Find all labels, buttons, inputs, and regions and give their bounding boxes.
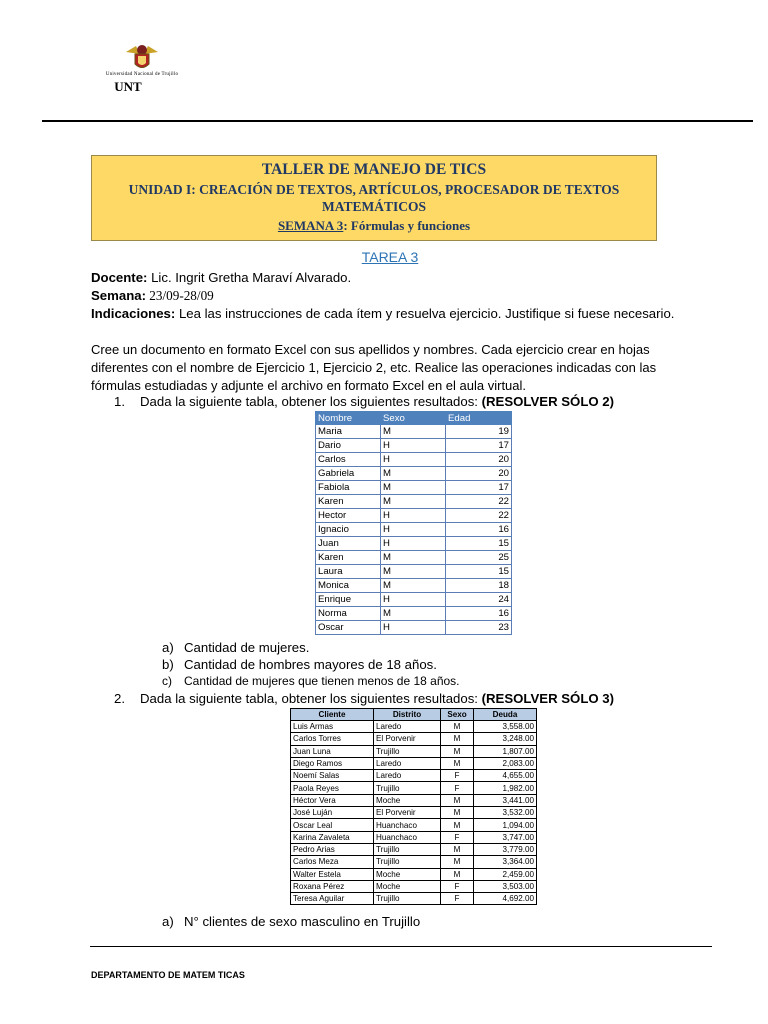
name-cell: Juan [316,537,381,551]
debt-cell: 4,655.00 [474,770,537,782]
district-cell: Trujillo [374,782,441,794]
client-cell: Walter Estela [291,868,374,880]
name-cell: Karen [316,551,381,565]
table-row [316,621,512,635]
footer-department: DEPARTAMENTO DE MATEM TICAS [91,970,245,980]
district-cell: Huanchaco [374,831,441,843]
sex-cell: H [381,509,446,523]
age-cell: 24 [446,593,512,607]
client-cell: Héctor Vera [291,794,374,806]
unit-title: UNIDAD I: CREACIÓN DE TEXTOS, ARTÍCULOS, PROCESADOR DE TEXTOS MATEMÁTICOS [128,182,620,214]
sex-cell: M [441,757,474,769]
sex-cell: M [441,794,474,806]
age-cell: 20 [446,467,512,481]
sex-cell: F [441,880,474,892]
name-cell: Karen [316,495,381,509]
name-cell: Carlos [316,453,381,467]
semana-value: 23/09-28/09 [145,288,214,303]
ages-table [315,411,512,635]
district-cell: El Porvenir [374,807,441,819]
university-logo [90,42,200,94]
name-cell: Norma [316,607,381,621]
client-cell: Pedro Arias [291,843,374,855]
week-topic: : Fórmulas y funciones [343,218,471,233]
sex-cell: F [441,831,474,843]
exercise-1-item-b [162,657,437,672]
client-cell: Carlos Torres [291,733,374,745]
instructions-paragraph: Cree un documento en formato Excel con sus apellidos y nombres. Cada ejercicio crear en hojas diferentes con el nombre de Ejercicio 1, Ejercicio 2, etc. Realice las operaciones indicadas con las fórmulas estudiadas y adjunte el archivo en formato Excel en el aula virtual. [91,342,657,393]
university-crest-icon [122,42,162,72]
item-label: a) [162,914,174,929]
exercise-2-heading [114,691,614,706]
sex-cell: M [381,495,446,509]
debt-cell: 3,747.00 [474,831,537,843]
name-cell: Hector [316,509,381,523]
sex-cell: M [381,607,446,621]
district-cell: Laredo [374,757,441,769]
table-row [316,593,512,607]
age-cell: 15 [446,565,512,579]
table-row [291,721,537,733]
exercise-1-item-c [162,674,460,688]
exercise-2-note: (RESOLVER SÓLO 3) [481,691,615,706]
column-header: Cliente [291,709,374,721]
debt-cell: 3,441.00 [474,794,537,806]
table-row [291,770,537,782]
debt-cell: 2,083.00 [474,757,537,769]
debt-cell: 1,982.00 [474,782,537,794]
sex-cell: M [381,467,446,481]
column-header: Sexo [441,709,474,721]
sex-cell: H [381,537,446,551]
name-cell: Monica [316,579,381,593]
table-row [291,893,537,905]
debt-cell: 1,807.00 [474,745,537,757]
item-label: b) [162,657,174,672]
name-cell: Ignacio [316,523,381,537]
age-cell: 18 [446,579,512,593]
age-cell: 15 [446,537,512,551]
sex-cell: M [441,819,474,831]
district-cell: Laredo [374,770,441,782]
debt-cell: 3,503.00 [474,880,537,892]
table-row [291,807,537,819]
client-cell: Teresa Aguilar [291,893,374,905]
sex-cell: H [381,593,446,607]
client-cell: Luis Armas [291,721,374,733]
exercise-2-item-a [162,914,420,929]
indicaciones-label: Indicaciones: [91,306,176,321]
name-cell: Gabriela [316,467,381,481]
item-text: Cantidad de hombres mayores de 18 años. [184,657,437,672]
age-cell: 16 [446,523,512,537]
exercise-1-note: (RESOLVER SÓLO 2) [481,394,615,409]
name-cell: Enrique [316,593,381,607]
university-name: Universidad Nacional de Trujillo [105,72,179,77]
client-cell: Karina Zavaleta [291,831,374,843]
table-row [316,439,512,453]
client-cell: Oscar Leal [291,819,374,831]
item-text: Cantidad de mujeres que tienen menos de 18 años. [184,674,460,688]
sex-cell: F [441,782,474,794]
university-acronym: UNT [114,79,142,94]
client-cell: Diego Ramos [291,757,374,769]
age-cell: 19 [446,425,512,439]
column-header: Distrito [374,709,441,721]
name-cell: Dario [316,439,381,453]
ages-table-header [316,412,512,425]
debt-cell: 3,532.00 [474,807,537,819]
table-row [316,565,512,579]
district-cell: Moche [374,794,441,806]
sex-cell: M [441,721,474,733]
item-label: a) [162,640,174,655]
debt-cell: 3,558.00 [474,721,537,733]
table-row [291,782,537,794]
table-row [316,579,512,593]
clients-table-header [291,709,537,721]
exercise-1-text: Dada la siguiente tabla, obtener los siguientes resultados: [140,394,482,409]
exercise-1-heading [114,394,614,409]
age-cell: 25 [446,551,512,565]
district-cell: Trujillo [374,893,441,905]
table-row [316,453,512,467]
sex-cell: M [381,565,446,579]
district-cell: Trujillo [374,856,441,868]
course-title: TALLER DE MANEJO DE TICS [261,161,487,178]
sex-cell: M [441,745,474,757]
district-cell: Laredo [374,721,441,733]
docente-line [91,269,691,287]
debt-cell: 2,459.00 [474,868,537,880]
sex-cell: M [381,579,446,593]
semana-line [91,287,691,305]
table-row [291,757,537,769]
table-row [316,467,512,481]
column-header: Deuda [474,709,537,721]
debt-cell: 4,692.00 [474,893,537,905]
debt-cell: 3,364.00 [474,856,537,868]
indicaciones-value: Lea las instrucciones de cada ítem y resuelva ejercicio. Justifique si fuese necesario. [175,306,675,321]
task-title[interactable]: TAREA 3 [361,249,419,265]
age-cell: 22 [446,495,512,509]
client-cell: Roxana Pérez [291,880,374,892]
table-row [291,868,537,880]
header-divider [42,120,753,122]
table-row [291,880,537,892]
district-cell: Trujillo [374,745,441,757]
week-title [92,218,656,234]
name-cell: Maria [316,425,381,439]
column-header: Edad [446,412,512,425]
sex-cell: M [441,856,474,868]
client-cell: Juan Luna [291,745,374,757]
indicaciones-paragraph [91,305,691,323]
client-cell: Noemí Salas [291,770,374,782]
age-cell: 20 [446,453,512,467]
debt-cell: 3,248.00 [474,733,537,745]
client-cell: José Luján [291,807,374,819]
sex-cell: H [381,621,446,635]
table-row [291,843,537,855]
item-label: c) [162,674,172,688]
title-box [91,155,657,241]
table-row [316,509,512,523]
name-cell: Oscar [316,621,381,635]
client-cell: Paola Reyes [291,782,374,794]
table-row [316,495,512,509]
age-cell: 17 [446,439,512,453]
table-row [316,481,512,495]
sex-cell: M [441,843,474,855]
sex-cell: M [441,733,474,745]
item-text: Cantidad de mujeres. [184,640,310,655]
sex-cell: M [441,807,474,819]
sex-cell: M [441,868,474,880]
exercise-2-text: Dada la siguiente tabla, obtener los siguientes resultados: [140,691,482,706]
table-row [291,733,537,745]
table-row [291,856,537,868]
sex-cell: M [381,425,446,439]
table-row [316,607,512,621]
age-cell: 16 [446,607,512,621]
table-row [316,551,512,565]
sex-cell: M [381,551,446,565]
sex-cell: F [441,893,474,905]
column-header: Sexo [381,412,446,425]
client-cell: Carlos Meza [291,856,374,868]
exercise-2-number: 2. [114,691,125,706]
docente-label: Docente: [91,270,148,285]
table-row [291,819,537,831]
exercise-1-item-a [162,640,309,655]
footer-divider [90,946,712,947]
table-row [291,794,537,806]
sex-cell: F [441,770,474,782]
district-cell: Moche [374,868,441,880]
sex-cell: H [381,439,446,453]
table-row [316,537,512,551]
item-text: N° clientes de sexo masculino en Trujillo [184,914,421,929]
table-row [316,425,512,439]
name-cell: Fabiola [316,481,381,495]
district-cell: El Porvenir [374,733,441,745]
district-cell: Huanchaco [374,819,441,831]
name-cell: Laura [316,565,381,579]
age-cell: 22 [446,509,512,523]
sex-cell: H [381,523,446,537]
sex-cell: H [381,453,446,467]
district-cell: Moche [374,880,441,892]
table-row [316,523,512,537]
sex-cell: M [381,481,446,495]
age-cell: 17 [446,481,512,495]
table-row [291,831,537,843]
week-label: SEMANA 3 [277,218,344,233]
age-cell: 23 [446,621,512,635]
debt-cell: 1,094.00 [474,819,537,831]
debt-cell: 3,779.00 [474,843,537,855]
semana-label: Semana: [91,288,146,303]
district-cell: Trujillo [374,843,441,855]
exercise-1-number: 1. [114,394,125,409]
column-header: Nombre [316,412,381,425]
table-row [291,745,537,757]
docente-value: Lic. Ingrit Gretha Maraví Alvarado. [147,270,352,285]
clients-table [290,708,537,905]
